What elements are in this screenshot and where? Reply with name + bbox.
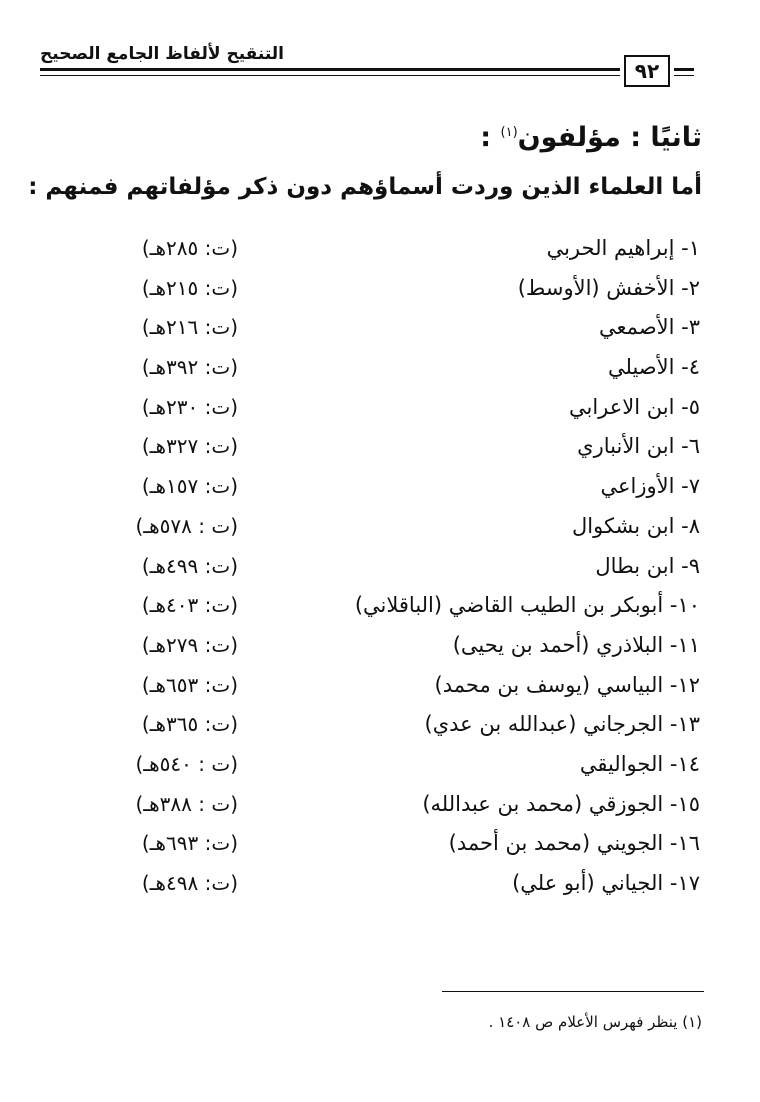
scholar-name: ١٧- الجياني (أبو علي) [512, 871, 700, 895]
scholar-name: ١٥- الجوزقي (محمد بن عبدالله) [422, 791, 700, 816]
list-item [0, 276, 760, 316]
list-item [0, 673, 760, 713]
death-date: (ت: ٢٧٩هـ) [141, 632, 238, 657]
death-date: (ت: ٦٩٣هـ) [141, 831, 238, 856]
list-item [0, 474, 760, 514]
death-date: (ت: ٢١٦هـ) [141, 315, 238, 340]
page-header [0, 0, 760, 95]
death-date: (ت: ٤٩٩هـ) [141, 553, 238, 578]
death-date: (ت : ٥٤٠هـ) [135, 751, 238, 776]
scholar-name: ٩- ابن بطال [595, 553, 700, 578]
death-date: (ت: ٢٨٥هـ) [141, 236, 238, 260]
scholar-name: ٨- ابن بشكوال [572, 513, 700, 538]
list-item [0, 355, 760, 395]
scholar-name: ٧- الأوزاعي [600, 474, 700, 499]
scholar-name: ١٠- أبوبكر بن الطيب القاضي (الباقلاني) [354, 593, 700, 618]
scholar-list [0, 236, 760, 911]
death-date: (ت: ٢١٥هـ) [141, 275, 238, 300]
list-item [0, 871, 760, 911]
list-item [0, 831, 760, 871]
scholar-name: ١١- البلاذري (أحمد بن يحيى) [452, 632, 700, 657]
death-date: (ت: ٦٥٣هـ) [141, 672, 238, 697]
death-date: (ت: ٤٩٨هـ) [141, 871, 238, 895]
death-date: (ت: ٣٩٢هـ) [141, 355, 238, 380]
section-title [480, 122, 702, 153]
death-date: (ت: ٣٦٥هـ) [141, 712, 238, 737]
intro-paragraph: أما العلماء الذين وردت أسماؤهم دون ذكر مؤلفاتهم فمنهم : [28, 174, 702, 200]
list-item [0, 633, 760, 673]
list-item [0, 792, 760, 832]
list-item [0, 434, 760, 474]
footnote-divider [442, 991, 704, 992]
footnote: (١) ينظر فهرس الأعلام ص ١٤٠٨ . [488, 1013, 702, 1031]
scholar-name: ٦- ابن الأنباري [577, 434, 700, 459]
list-item [0, 236, 760, 276]
death-date: (ت: ١٥٧هـ) [141, 474, 238, 499]
header-rule-top [40, 68, 620, 71]
list-item [0, 554, 760, 594]
scholar-name: ١٣- الجرجاني (عبدالله بن عدي) [424, 712, 700, 737]
book-title: التنقيح لألفاظ الجامع الصحيح [40, 44, 284, 64]
list-item [0, 514, 760, 554]
scholar-name: ١٢- البياسي (يوسف بن محمد) [434, 672, 700, 697]
list-item [0, 712, 760, 752]
death-date: (ت : ٣٨٨هـ) [135, 791, 238, 816]
scholar-name: ١- إبراهيم الحربي [546, 236, 700, 260]
death-date: (ت: ٣٢٧هـ) [141, 434, 238, 459]
death-date: (ت: ٢٣٠هـ) [141, 394, 238, 419]
list-item [0, 593, 760, 633]
death-date: (ت : ٥٧٨هـ) [135, 513, 238, 538]
page-number: ٩٢ [624, 55, 670, 87]
scholar-name: ٤- الأصيلي [608, 355, 700, 380]
header-rule-bottom [40, 75, 620, 76]
scholar-name: ٥- ابن الاعرابي [569, 394, 700, 419]
scholar-name: ٣- الأصمعي [599, 315, 700, 340]
list-item [0, 752, 760, 792]
scholar-name: ١٤- الجواليقي [579, 751, 700, 776]
list-item [0, 315, 760, 355]
scholar-name: ٢- الأخفش (الأوسط) [517, 275, 700, 300]
list-item [0, 395, 760, 435]
header-rule-right-bottom [674, 75, 694, 76]
section-title-text: ثانيًا : مؤلفون [517, 122, 702, 153]
death-date: (ت: ٤٠٣هـ) [141, 593, 238, 618]
section-title-suffix: : [480, 122, 501, 153]
header-rule-right-top [674, 68, 694, 71]
scholar-name: ١٦- الجويني (محمد بن أحمد) [448, 831, 700, 856]
footnote-ref: (١) [500, 125, 518, 140]
